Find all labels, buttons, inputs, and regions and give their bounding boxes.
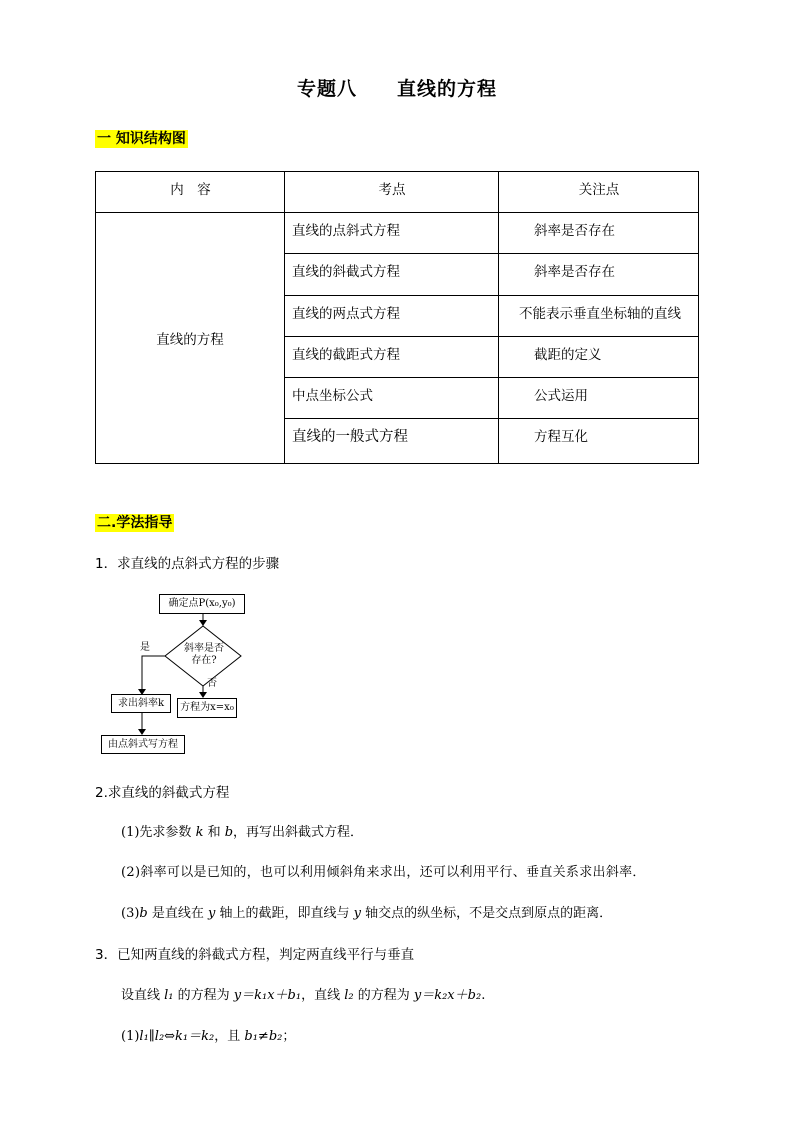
section-heading-knowledge: 一 知识结构图 bbox=[97, 131, 186, 147]
item2-heading: 2.求直线的斜截式方程 bbox=[95, 785, 230, 801]
row-topic: 直线的一般式方程 bbox=[292, 429, 408, 445]
row-focus: 斜率是否存在 bbox=[534, 223, 615, 239]
header-content: 内 容 bbox=[170, 182, 211, 198]
merged-label: 直线的方程 bbox=[156, 332, 224, 348]
item2-para2: (2)斜率可以是已知的，也可以利用倾斜角来求出，还可以利用平行、垂直关系求出斜率． bbox=[121, 865, 646, 880]
flow-start-box: 确定点P(x₀,y₀) bbox=[159, 594, 245, 614]
flow-pointslope-box: 由点斜式写方程 bbox=[101, 735, 185, 754]
item3-line1: 设直线 l₁ 的方程为 y＝k₁x＋b₁，直线 l₂ 的方程为 y＝k₂x＋b₂. bbox=[121, 988, 486, 1003]
table-row bbox=[96, 213, 699, 254]
table-header-row bbox=[96, 172, 699, 213]
item1-heading: 1．求直线的点斜式方程的步骤 bbox=[95, 556, 280, 572]
knowledge-table bbox=[95, 171, 699, 464]
row-focus: 截距的定义 bbox=[534, 347, 602, 363]
row-topic: 直线的两点式方程 bbox=[292, 306, 400, 322]
flow-no-label: 否 bbox=[207, 678, 217, 689]
flowchart bbox=[95, 590, 255, 760]
row-topic: 直线的截距式方程 bbox=[292, 347, 400, 363]
row-topic: 直线的点斜式方程 bbox=[292, 223, 400, 239]
row-topic: 直线的斜截式方程 bbox=[292, 264, 400, 280]
row-focus: 方程互化 bbox=[534, 429, 588, 445]
row-focus: 不能表示垂直坐标轴的直线 bbox=[519, 306, 681, 322]
flow-vertical-box: 方程为x=x₀ bbox=[177, 698, 237, 718]
item3-heading: 3．已知两直线的斜截式方程，判定两直线平行与垂直 bbox=[95, 947, 415, 963]
item2-para1: (1)先求参数 k 和 b，再写出斜截式方程． bbox=[121, 825, 364, 840]
item2-para3: (3)b 是直线在 y 轴上的截距，即直线与 y 轴交点的纵坐标，不是交点到原点的距离． bbox=[121, 906, 613, 921]
row-focus: 公式运用 bbox=[534, 388, 588, 404]
flow-decision-text: 斜率是否 存在? bbox=[184, 643, 224, 666]
row-topic: 中点坐标公式 bbox=[292, 388, 373, 404]
flow-yes-label: 是 bbox=[140, 642, 150, 653]
header-topic: 考点 bbox=[378, 182, 406, 198]
item3-line2: (1)l₁∥l₂⇔k₁＝k₂，且 b₁≠b₂； bbox=[121, 1029, 296, 1044]
flow-slope-box: 求出斜率k bbox=[111, 694, 171, 713]
page-title: 专题八 直线的方程 bbox=[296, 78, 498, 100]
section-heading-method: 二.学法指导 bbox=[97, 515, 173, 531]
row-focus: 斜率是否存在 bbox=[534, 264, 615, 280]
header-focus: 关注点 bbox=[578, 182, 620, 198]
